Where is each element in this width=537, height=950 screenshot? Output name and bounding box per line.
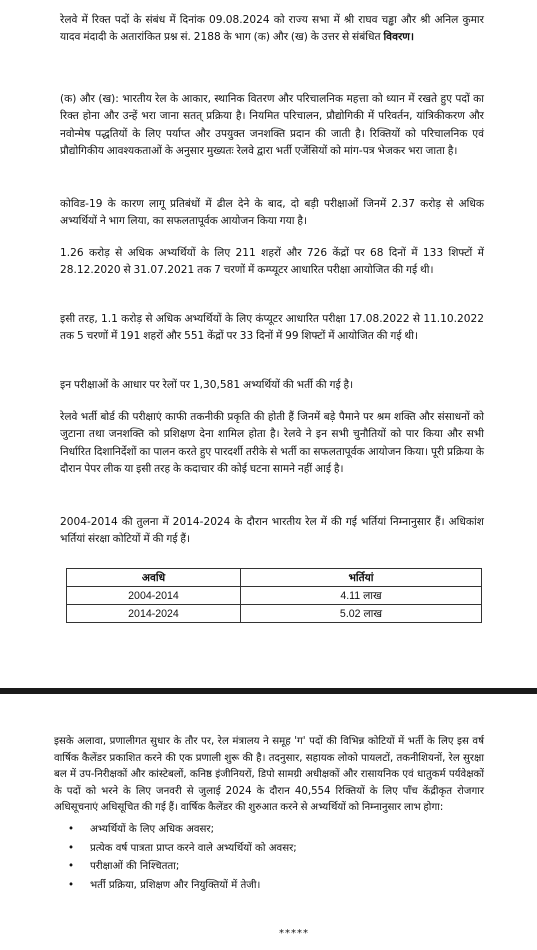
table-header-row [67,569,482,587]
column-header-period: अवधि [67,569,241,587]
page-divider [0,688,537,694]
bullet-icon: • [68,842,75,854]
list-item [68,840,510,859]
intro-text: रेलवे में रिक्त पदों के संबंध में दिनांक 09.08.2024 को राज्य सभा में श्री राघव चड्ढा और श्री अनिल कुमार यादव मंदादी के अतारांकित प्रश्न सं. 2188 के भाग (क) और (ख) के उत्तर से संबंधित [60,14,484,44]
list-item-text: भर्ती प्रक्रिया, प्रशिक्षण और नियुक्तियों में तेजी। [90,879,261,891]
intro-bold-title: विवरण। [383,31,414,44]
answer-paragraph-ka-kha: (क) और (ख): भारतीय रेल के आकार, स्थानिक वितरण और परिचालनिक महत्ता को ध्यान में रखते हुए पदों का रिक्त होना और उन्हें भरा जाना सतत् प्रक्रिया है। नियमित परिचालन, प्रौद्योगिकी में परिवर्तन, यांत्रिकीकरण और नवोन्मेष पद्धतियों के लिए पर्याप्त और उपयुक्त जनशक्ति प्रदान की जाती है। रिक्तियों को परिचालनिक एवं प्रौद्योगिकीय आवश्यकताओं के अनुसार मुख्यतः रेलवे द्वारा भर्ती एजेंसियों को मांग-पत्र भेजकर भरा जाता है। [60,93,484,158]
list-item [68,821,510,840]
table-cell-period: 2014-2024 [67,605,241,623]
table-cell-period: 2004-2014 [67,587,241,605]
list-item-text: परीक्षाओं की निश्चितता; [90,861,180,873]
list-item [68,858,510,877]
benefits-list [58,821,510,895]
table-cell-recruitments: 4.11 लाख [241,587,482,605]
end-mark: ***** [279,928,309,939]
intro-paragraph [60,12,484,47]
first-cbt-paragraph: 1.26 करोड़ से अधिक अभ्यर्थियों के लिए 211 शहरों और 726 केंद्रों पर 68 दिनों में 133 शिफ्टों में 28.12.2020 से 31.07.2021 तक 7 चरणों में कम्प्यूटर आधारित परीक्षा आयोजित की गई थी। [60,247,484,277]
table-row [67,605,482,623]
bullet-icon: • [68,879,75,891]
covid-exams-paragraph: कोविड-19 के कारण लागू प्रतिबंधों में ढील देने के बाद, दो बड़ी परीक्षाओं जिनमें 2.37 करोड़ से अधिक अभ्यर्थियों ने भाग लिया, का सफलतापूर्वक आयोजन किया गया है। [60,198,484,228]
column-header-recruitments: भर्तियां [241,569,482,587]
table-cell-recruitments: 5.02 लाख [241,605,482,623]
table-row [67,587,482,605]
bullet-icon: • [68,824,75,835]
list-item [68,877,510,896]
comparison-paragraph: 2004-2014 की तुलना में 2014-2024 के दौरान भारतीय रेल में की गई भर्तियां निम्नानुसार हैं। अधिकांश भर्तियां संरक्षा कोटियों में की गई हैं। [60,516,484,546]
annual-calendar-paragraph: इसके अलावा, प्रणालीगत सुधार के तौर पर, रेल मंत्रालय ने समूह 'ग' पदों की विभिन्न कोटियों में भर्ती के लिए इस वर्ष वार्षिक कैलेंडर प्रकाशित करने की एक प्रणाली शुरू की है। तदनुसार, सहायक लोको पायलटों, तकनीशियनों, रेल सुरक्षा बल में उप-निरीक्षकों और कांस्टेबलों, कनिष्ठ इंजीनियरों, डिपो सामग्री अधीक्षकों और रासायनिक एवं धातुकर्म पर्यवेक्षकों के पदों को भरने के लिए जनवरी से जुलाई 2024 के दौरान 40,554 रिक्तियों के लिए पाँच केंद्रीकृत रोजगार अधिसूचनाएं अधिसूचित की गई हैं। वार्षिक कैलेंडर की शुरुआत करने से अभ्यर्थियों को निम्नानुसार लाभ होगा: [54,736,484,814]
second-cbt-paragraph: इसी तरह, 1.1 करोड़ से अधिक अभ्यर्थियों के लिए कंप्यूटर आधारित परीक्षा 17.08.2022 से 11.10.2022 तक 5 चरणों में 191 शहरों और 551 केंद्रों पर 33 दिनों में 99 शिफ्टों में आयोजित की गई थी। [60,313,484,343]
list-item-text: अभ्यर्थियों के लिए अधिक अवसर; [90,824,215,835]
recruitment-table [66,568,482,623]
bullet-icon: • [68,861,75,873]
rrb-exams-paragraph: रेलवे भर्ती बोर्ड की परीक्षाएं काफी तकनीकी प्रकृति की होती हैं जिनमें बड़े पैमाने पर श्रम शक्ति और संसाधनों को जुटाना तथा जनशक्ति को प्रशिक्षण देना शामिल होता है। रेलवे ने इन सभी चुनौतियों को पार किया और सभी निर्धारित दिशानिर्देशों का पालन करते हुए पारदर्शी तरीके से भर्ती का सफलतापूर्वक आयोजन किया। पूरी प्रक्रिया के दौरान पेपर लीक या इसी तरह के कदाचार की कोई घटना सामने नहीं आई है। [60,411,484,476]
list-item-text: प्रत्येक वर्ष पात्रता प्राप्त करने वाले अभ्यर्थियों को अवसर; [90,842,297,854]
recruitment-count-paragraph: इन परीक्षाओं के आधार पर रेलों पर 1,30,581 अभ्यर्थियों की भर्ती की गई है। [60,379,354,391]
